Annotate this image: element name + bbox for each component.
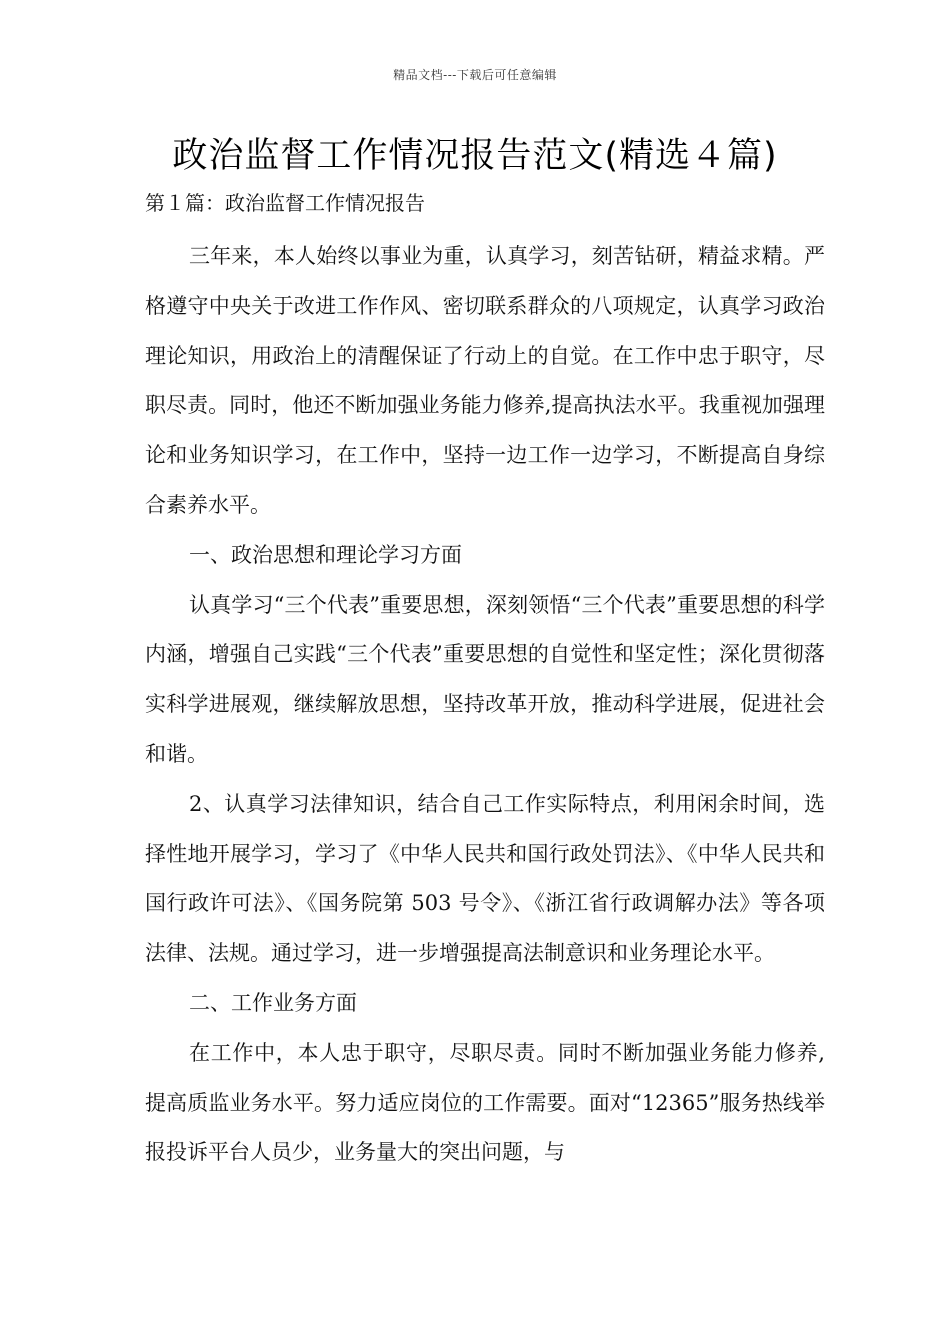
document-title: 政治监督工作情况报告范文(精选４篇) xyxy=(172,136,778,176)
header-watermark: 精品文档---下载后可任意编辑 xyxy=(393,68,557,82)
section-subtitle: 第１篇：政治监督工作情况报告 xyxy=(145,191,425,215)
section-heading: 一、政治思想和理论学习方面 xyxy=(189,542,462,567)
paragraph: 在工作中，本人忠于职守，尽职尽责。同时不断加强业务能力修养,提高质监业务水平。努力适应岗位的工作需要。面对“12365”服务热线举报投诉平台人员少，业务量大的突出问题，与 xyxy=(145,1040,825,1165)
paragraph: 认真学习“三个代表”重要思想，深刻领悟“三个代表”重要思想的科学内涵，增强自己实践“三个代表”重要思想的自觉性和坚定性；深化贯彻落实科学进展观，继续解放思想，坚持改革开放，推动科学进展，促进社会和谐。 xyxy=(145,592,825,766)
paragraph: 2、认真学习法律知识，结合自己工作实际特点，利用闲余时间，选择性地开展学习，学习了《中华人民共和国行政处罚法》、《中华人民共和国行政许可法》、《国务院第 503 号令》、《浙江省行政调解办法》等各项法律、法规。通过学习，进一步增强提高法制意识和业务理论水平。 xyxy=(145,791,825,966)
document-body xyxy=(145,232,825,1178)
paragraph: 三年来，本人始终以事业为重，认真学习，刻苦钻研，精益求精。严格遵守中央关于改进工作作风、密切联系群众的八项规定，认真学习政治理论知识，用政治上的清醒保证了行动上的自觉。在工作中忠于职守，尽职尽责。同时，他还不断加强业务能力修养,提高执法水平。我重视加强理论和业务知识学习，在工作中，坚持一边工作一边学习，不断提高自身综合素养水平。 xyxy=(145,244,825,517)
section-heading: 二、工作业务方面 xyxy=(189,990,357,1015)
